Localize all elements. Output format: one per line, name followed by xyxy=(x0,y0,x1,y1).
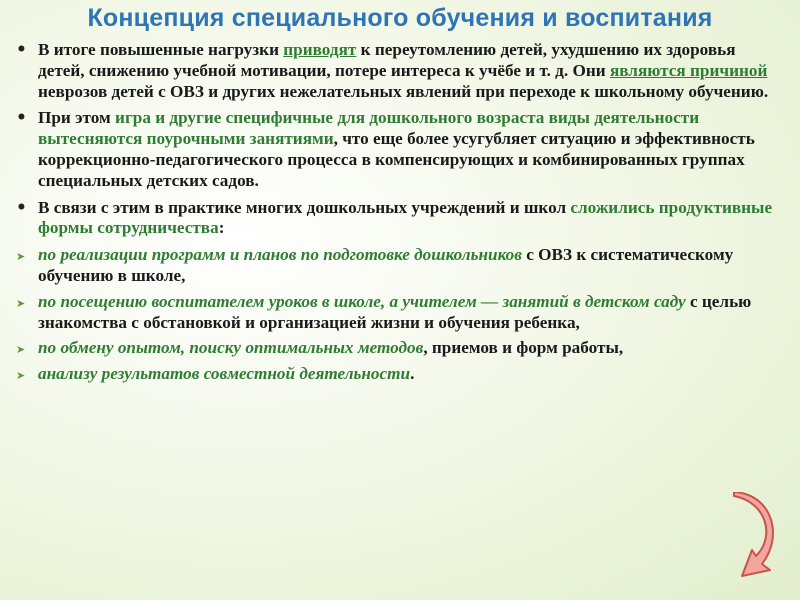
highlight-text: сложились продуктивные формы сотрудничества xyxy=(38,197,773,238)
arrow-bullet-icon: ➤ xyxy=(16,343,26,357)
highlight-text: являются причиной xyxy=(609,60,768,80)
bullet-icon: • xyxy=(16,197,27,218)
bullet-text: неврозов детей с ОВЗ и других нежелательных явлений при переходе к школьному обучению. xyxy=(38,81,769,101)
sub-item xyxy=(12,292,782,334)
sub-item-text: с ОВЗ к систематическому обучению в школе, xyxy=(38,245,734,285)
sub-item xyxy=(12,364,782,385)
sub-item-italic: по обмену опытом, поиску оптимальных методов xyxy=(38,338,424,358)
sub-item xyxy=(12,245,782,287)
arrow-bullet-icon: ➤ xyxy=(16,369,26,383)
curved-arrow-icon[interactable] xyxy=(712,492,776,584)
sub-item xyxy=(12,338,782,359)
bullet-item xyxy=(12,108,782,191)
arrow-bullet-icon: ➤ xyxy=(16,296,26,310)
highlight-text: игра и другие специфичные для дошкольного возраста виды деятельности вытесняются поурочными занятиями xyxy=(38,108,700,149)
arrow-bullet-icon: ➤ xyxy=(16,250,26,264)
bullet-text: : xyxy=(218,218,225,238)
bullet-list xyxy=(12,40,782,390)
bullet-text: к переутомлению детей, ухудшению их здоровья детей, снижению учебной мотивации, потере интереса к учёбе и т. д. Они xyxy=(38,40,736,80)
bullet-text: В итоге повышенные нагрузки xyxy=(38,40,284,59)
sub-item-italic: по реализации программ и планов по подготовке дошкольников xyxy=(38,245,522,265)
bullet-item xyxy=(12,40,782,102)
bullet-item xyxy=(12,198,782,240)
bullet-icon: • xyxy=(16,40,27,60)
bullet-text: При этом xyxy=(38,108,116,128)
bullet-text: , что еще более усугубляет ситуацию и эффективность коррекционно-педагогического процесса в компенсирующих и комбинированных группах специальных детских садов. xyxy=(38,129,755,190)
sub-item-italic: анализу результатов совместной деятельности xyxy=(38,364,411,384)
sub-item-italic: по посещению воспитателем уроков в школе, а учителем — занятий в детском саду xyxy=(38,291,686,311)
sub-item-text: , приемов и форм работы, xyxy=(423,338,624,358)
bullet-icon: • xyxy=(16,108,27,129)
slide-title: Концепция специального обучения и воспитания xyxy=(87,4,713,32)
sub-item-text: с целью знакомства с обстановкой и организацией жизни и обучения ребенка, xyxy=(38,291,752,332)
bullet-text: В связи с этим в практике многих дошкольных учреждений и школ xyxy=(38,197,571,217)
highlight-text: приводят xyxy=(283,40,357,59)
sub-item-text: . xyxy=(410,364,415,384)
